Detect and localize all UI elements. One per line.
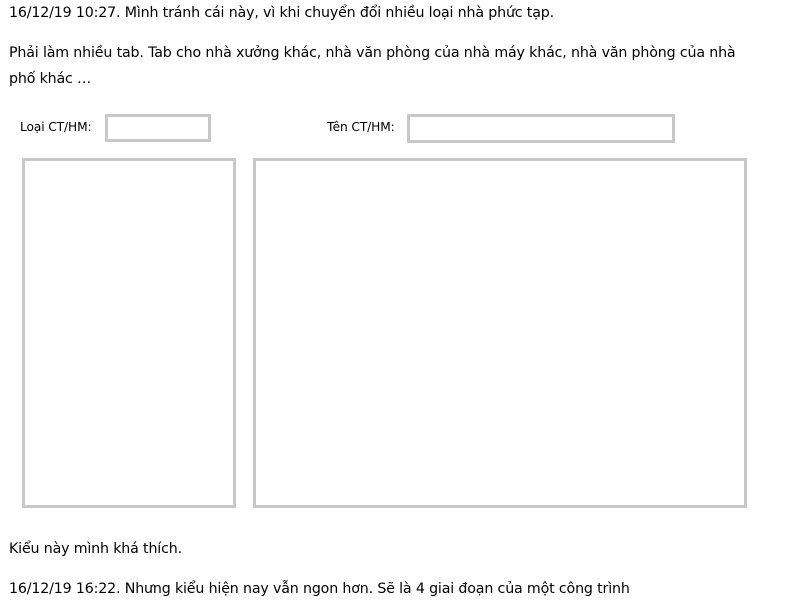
ten-ct-hm-input[interactable]: [407, 114, 675, 143]
note-paragraph-tabs-line-2: phố khác …: [9, 71, 92, 87]
loai-ct-hm-label: Loại CT/HM:: [20, 120, 92, 134]
right-detail-panel[interactable]: [253, 158, 747, 508]
note-paragraph-like: Kiểu này mình khá thích.: [9, 541, 182, 557]
loai-ct-hm-input[interactable]: [105, 114, 211, 142]
ten-ct-hm-label: Tên CT/HM:: [327, 120, 395, 134]
note-paragraph-current: 16/12/19 16:22. Nhưng kiểu hiện nay vẫn ngon hơn. Sẽ là 4 giai đoạn của một công trình: [9, 581, 630, 597]
left-list-panel[interactable]: [22, 158, 236, 508]
note-paragraph-tabs-line-1: Phải làm nhiều tab. Tab cho nhà xưởng khác, nhà văn phòng của nhà máy khác, nhà văn phòng của nhà: [9, 45, 736, 61]
note-paragraph-intro: 16/12/19 10:27. Mình tránh cái này, vì khi chuyển đổi nhiều loại nhà phức tạp.: [9, 5, 554, 21]
